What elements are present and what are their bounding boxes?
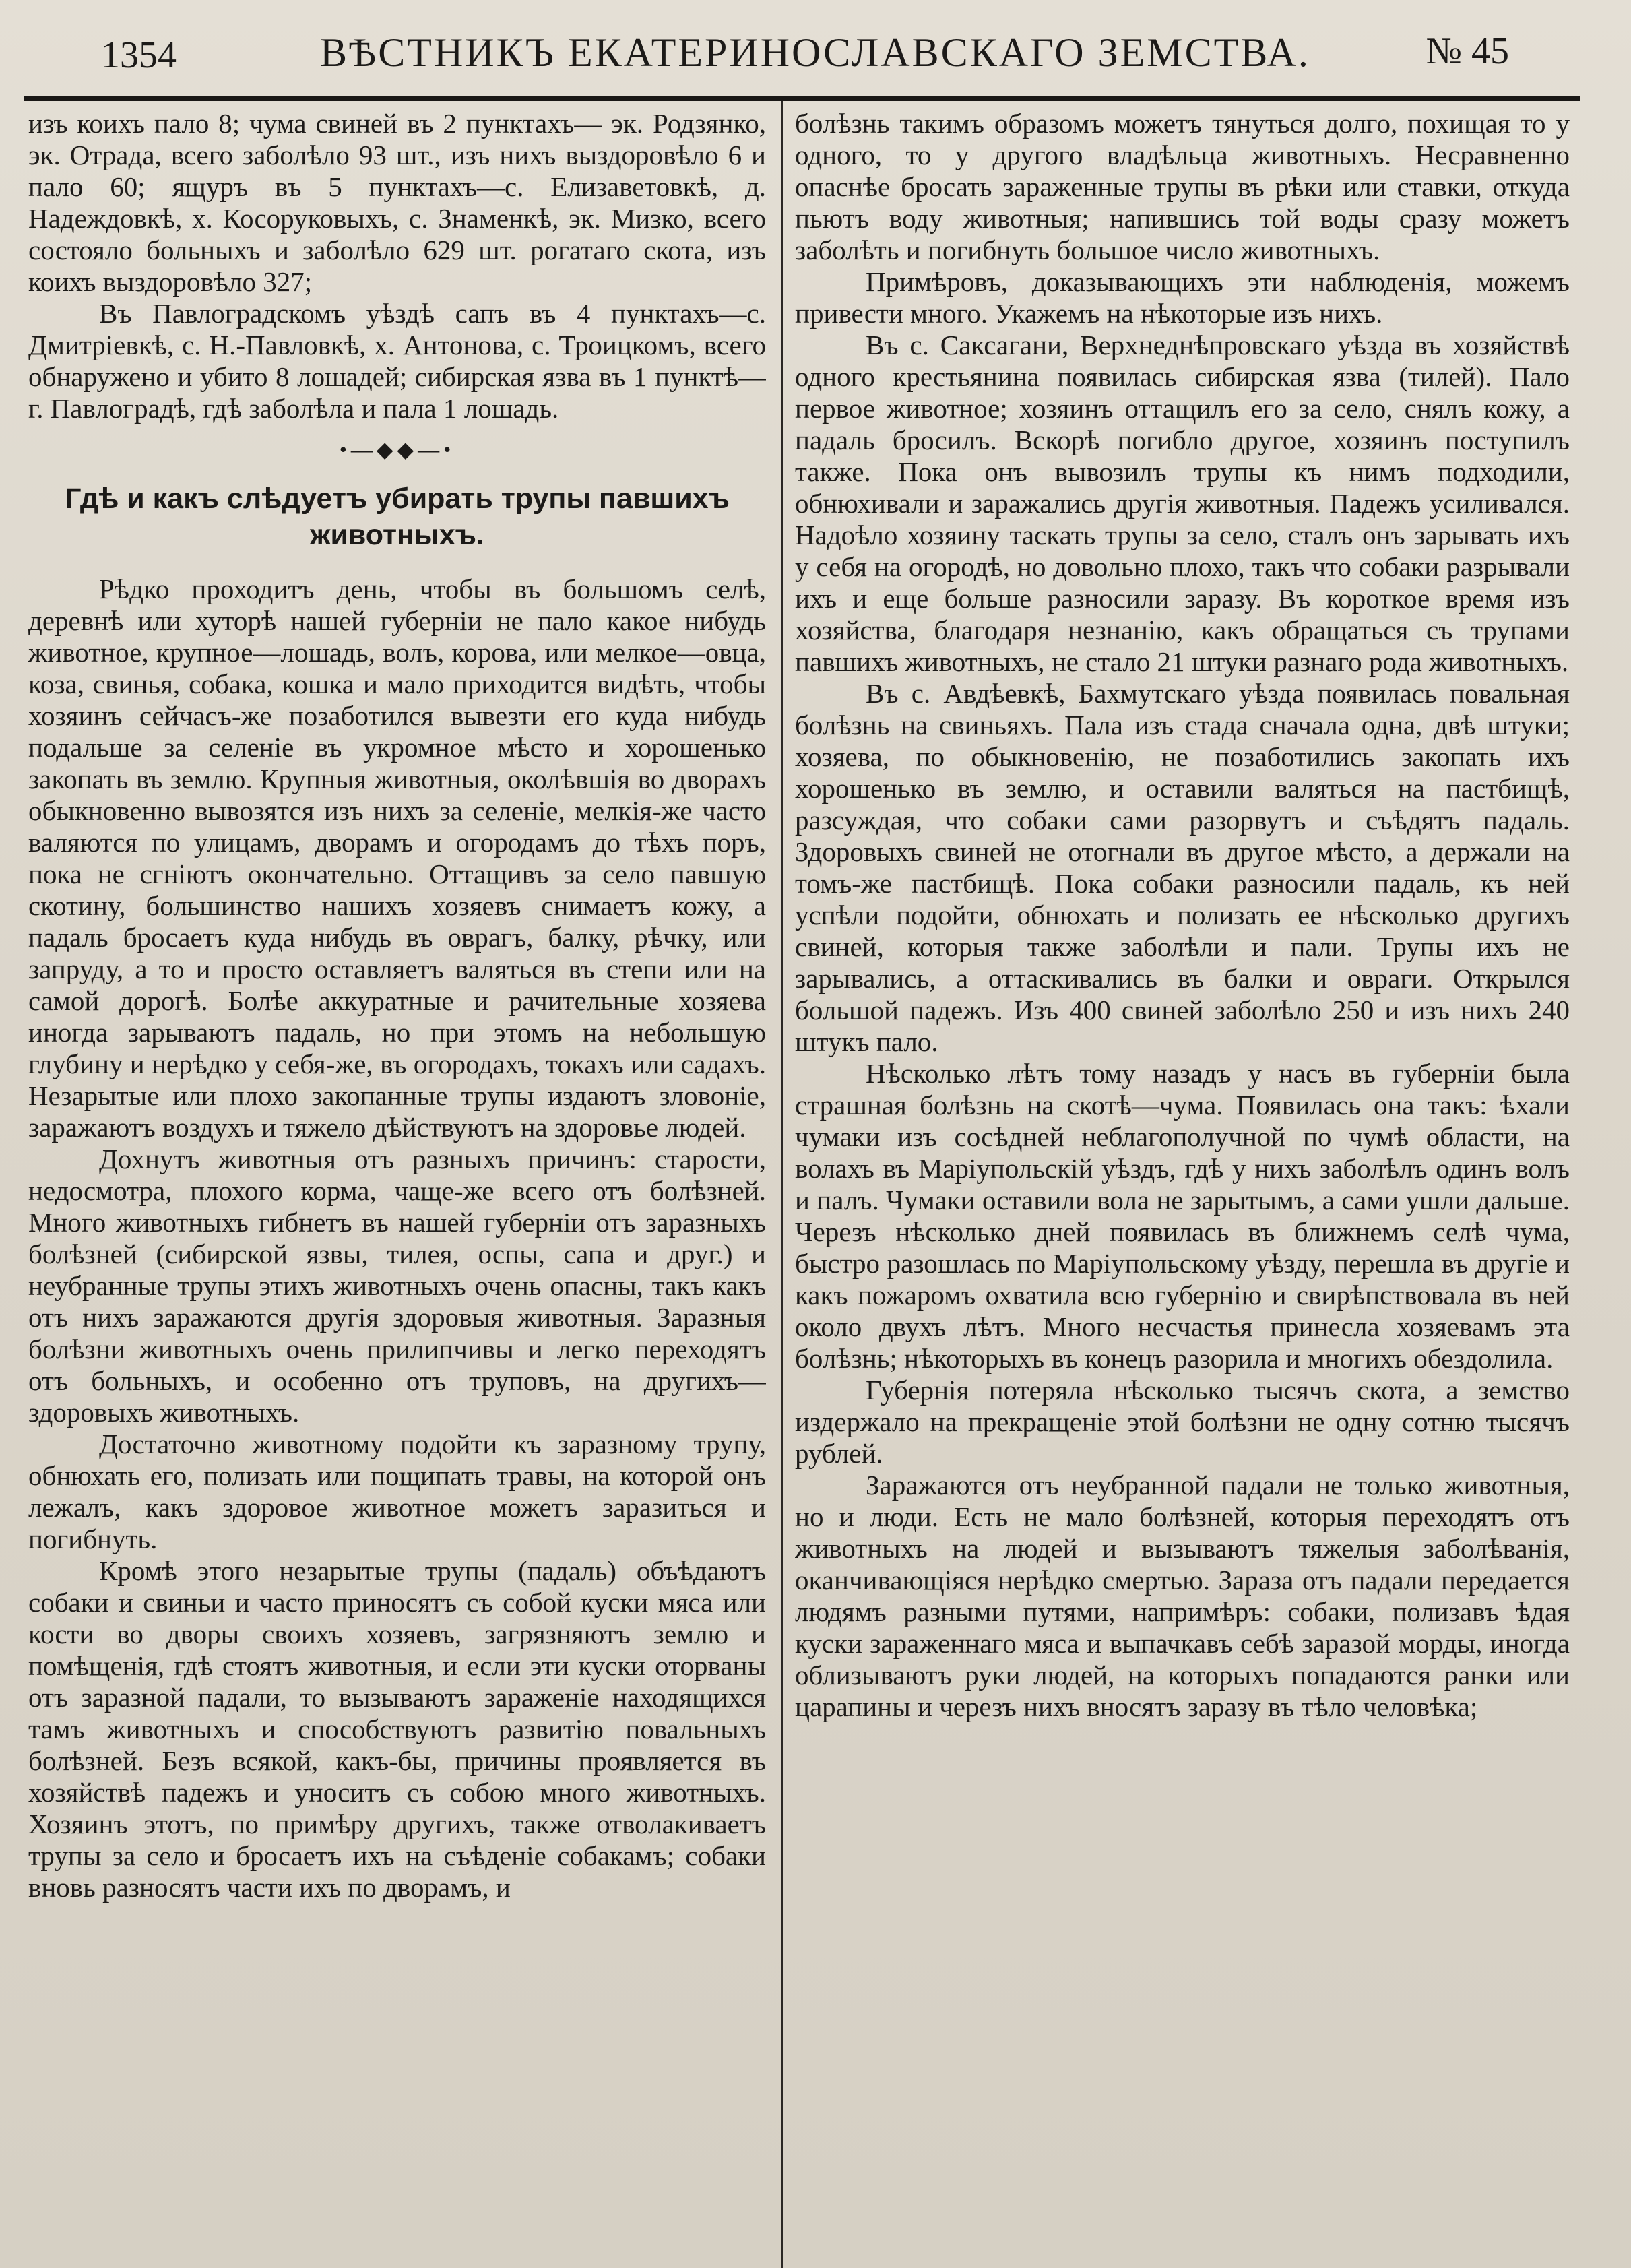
- paragraph: Въ с. Саксагани, Верхнеднѣпровскаго уѣзда въ хозяйствѣ одного крестьянина появилась сибирская язва (тилей). Пало первое животное; хозяинъ оттащилъ его за село, снялъ кожу, а падаль бросилъ. Вскорѣ погибло другое, хозяинъ поступилъ также. Пока онъ вывозилъ трупы къ нимъ подходили, обнюхивали и заражались другія животныя. Падежъ усиливался. Надоѣло хозяину таскать трупы за село, сталъ онъ зарывать ихъ у себя на огородѣ, но довольно плохо, такъ что собаки разрывали ихъ и еще больше разносили заразу. Въ короткое время изъ хозяйства, благодаря незнанію, какъ обращаться съ трупами павшихъ животныхъ, не стало 21 штуки разнаго рода животныхъ.: [795, 329, 1570, 677]
- column-divider: [781, 101, 783, 2268]
- journal-title: ВѢСТНИКЪ ЕКАТЕРИНОСЛАВСКАГО ЗЕМСТВА.: [320, 30, 1310, 75]
- paragraph: Въ Павлоградскомъ уѣздѣ сапъ въ 4 пунктахъ—с. Дмитріевкѣ, с. Н.-Павловкѣ, х. Антонова, с. Троицкомъ, всего обнаружено и убито 8 лошадей; сибирская язва въ 1 пунктѣ—г. Павлоградѣ, гдѣ заболѣла и пала 1 лошадь.: [28, 298, 766, 424]
- paragraph: Заражаются отъ неубранной падали не только животныя, но и люди. Есть не мало болѣзней, которыя переходятъ отъ животныхъ на людей и вызываютъ тяжелыя заболѣванія, оканчивающіяся нерѣдко смертью. Зараза отъ падали передается людямъ разными путями, напримѣръ: собаки, полизавъ ѣдая куски зараженнаго мяса и выпачкавъ себѣ заразой морды, иногда облизываютъ руки людей, на которыхъ попадаются ранки или царапины и черезъ нихъ вносятъ заразу въ тѣло человѣка;: [795, 1470, 1570, 1722]
- paragraph: изъ коихъ пало 8; чума свиней въ 2 пунктахъ— эк. Родзянко, эк. Отрада, всего заболѣло 93 шт., изъ нихъ выздоровѣло 6 и пало 60; ящуръ въ 5 пунктахъ—с. Елизаветовкѣ, д. Надеждовкѣ, х. Косоруковыхъ, с. Знаменкѣ, эк. Мизко, всего состояло больныхъ и заболѣло 629 шт. рогатаго скота, изъ коихъ выздоровѣло 327;: [28, 108, 766, 297]
- issue-number: № 45: [1426, 30, 1509, 72]
- paragraph: болѣзнь такимъ образомъ можетъ тянуться долго, похищая то у одного, то у другого владѣльца животныхъ. Несравненно опаснѣе бросать зараженные трупы въ рѣки или ставки, откуда пьютъ воду животныя; напившись той воды сразу можетъ заболѣть и погибнуть большое число животныхъ.: [795, 108, 1570, 265]
- header-rule: [24, 96, 1580, 101]
- paragraph: Въ с. Авдѣевкѣ, Бахмутскаго уѣзда появилась повальная болѣзнь на свиньяхъ. Пала изъ стада сначала одна, двѣ штуки; хозяева, по обыкновенію, не позаботились закопать ихъ хорошенько въ землю, и оставили валяться на пастбищѣ, разсуждая, что собаки сами разорвутъ и съѣдятъ падаль. Здоровыхъ свиней не отогнали въ другое мѣсто, а держали на томъ-же пастбищѣ. Пока собаки разносили падаль, къ ней успѣли подойти, обнюхать и полизать ее нѣсколько другихъ свиней, которыя также заболѣли и пали. Трупы ихъ не зарывались, а оттаскивались въ балки и овраги. Открылся большой падежъ. Изъ 400 свиней заболѣло 250 и изъ нихъ 240 штукъ пало.: [795, 678, 1570, 1057]
- paragraph: Кромѣ этого незарытые трупы (падаль) объѣдаютъ собаки и свиньи и часто приносятъ съ собой куски мяса или кости во дворы своихъ хозяевъ, загрязняютъ землю и помѣщенія, гдѣ стоятъ животныя, и если эти куски оторваны отъ заразной падали, то вызываютъ зараженіе находящихся тамъ животныхъ и способствуютъ развитію повальныхъ болѣзней. Безъ всякой, какъ-бы, причины проявляется въ хозяйствѣ падежъ и уноситъ съ собою много животныхъ. Хозяинъ этотъ, по примѣру другихъ, также отволакиваетъ трупы за село и бросаетъ ихъ на съѣденіе собакамъ; собаки вновь разносятъ части ихъ по дворамъ, и: [28, 1555, 766, 1903]
- page-header: [27, 15, 1576, 89]
- article-title: Гдѣ и какъ слѣдуетъ убирать трупы павшихъ животныхъ.: [65, 482, 730, 551]
- right-column: [795, 108, 1570, 2264]
- paragraph: Дохнутъ животныя отъ разныхъ причинъ: старости, недосмотра, плохого корма, чаще-же всего отъ болѣзней. Много животныхъ гибнетъ въ нашей губерніи отъ заразныхъ болѣзней (сибирской язвы, тилея, оспы, сапа и друг.) и неубранные трупы этихъ животныхъ очень опасны, такъ какъ отъ нихъ заражаются другія здоровыя животныя. Заразныя болѣзни животныхъ очень прилипчивы и легко переходятъ отъ больныхъ, и особенно отъ труповъ, на другихъ—здоровыхъ животныхъ.: [28, 1143, 766, 1428]
- paragraph: Примѣровъ, доказывающихъ эти наблюденія, можемъ привести много. Укажемъ на нѣкоторые изъ нихъ.: [795, 266, 1570, 329]
- paragraph: Губернія потеряла нѣсколько тысячъ скота, а земство издержало на прекращеніе этой болѣзни не одну сотню тысячъ рублей.: [795, 1375, 1570, 1469]
- paragraph: Рѣдко проходитъ день, чтобы въ большомъ селѣ, деревнѣ или хуторѣ нашей губерніи не пало какое нибудь животное, крупное—лошадь, волъ, корова, или мелкое—овца, коза, свинья, собака, кошка и мало приходится видѣть, чтобы хозяинъ сейчасъ-же позаботился вывезти его куда нибудь подальше за селеніе въ укромное мѣсто и хорошенько закопать въ землю. Крупныя животныя, околѣвшія во дворахъ обыкновенно вывозятся изъ нихъ за селеніе, мелкія-же часто валяются по улицамъ, дворамъ и огородамъ до тѣхъ поръ, пока не сгніютъ окончательно. Оттащивъ за село павшую скотину, большинство нашихъ хозяевъ снимаетъ кожу, а падаль бросаетъ куда нибудь въ оврагъ, балку, рѣчку, или запруду, а то и просто оставляетъ валяться въ степи или на самой дорогѣ. Болѣе аккуратные и рачительные хозяева иногда зарываютъ падаль, но при этомъ на небольшую глубину и нерѣдко у себя-же, въ огородахъ, токахъ или садахъ. Незарытые или плохо закопанные трупы издаютъ зловоніе, заражаютъ воздухъ и тяжело дѣйствуютъ на здоровье людей.: [28, 573, 766, 1143]
- ornament-divider: •—◆◆—•: [339, 437, 455, 462]
- left-column: [28, 108, 766, 2264]
- paragraph: Нѣсколько лѣтъ тому назадъ у насъ въ губерніи была страшная болѣзнь на скотѣ—чума. Появилась она такъ: ѣхали чумаки изъ сосѣдней неблагополучной по чумѣ области, на волахъ въ Маріупольскій уѣздъ, гдѣ у нихъ заболѣлъ одинъ волъ и палъ. Чумаки оставили вола не зарытымъ, а сами ушли дальше. Черезъ нѣсколько дней появилась въ ближнемъ селѣ чума, быстро разошлась по Маріупольскому уѣзду, перешла въ другіе и какъ пожаромъ охватила всю губернію и свирѣпствовала въ ней около двухъ лѣтъ. Много несчастья принесла хозяевамъ эта болѣзнь; нѣкоторыхъ въ конецъ разорила и многихъ обездолила.: [795, 1058, 1570, 1374]
- page-number: 1354: [101, 34, 177, 76]
- paragraph: Достаточно животному подойти къ заразному трупу, обнюхать его, полизать или пощипать травы, на которой онъ лежалъ, какъ здоровое животное можетъ заразиться и погибнуть.: [28, 1428, 766, 1554]
